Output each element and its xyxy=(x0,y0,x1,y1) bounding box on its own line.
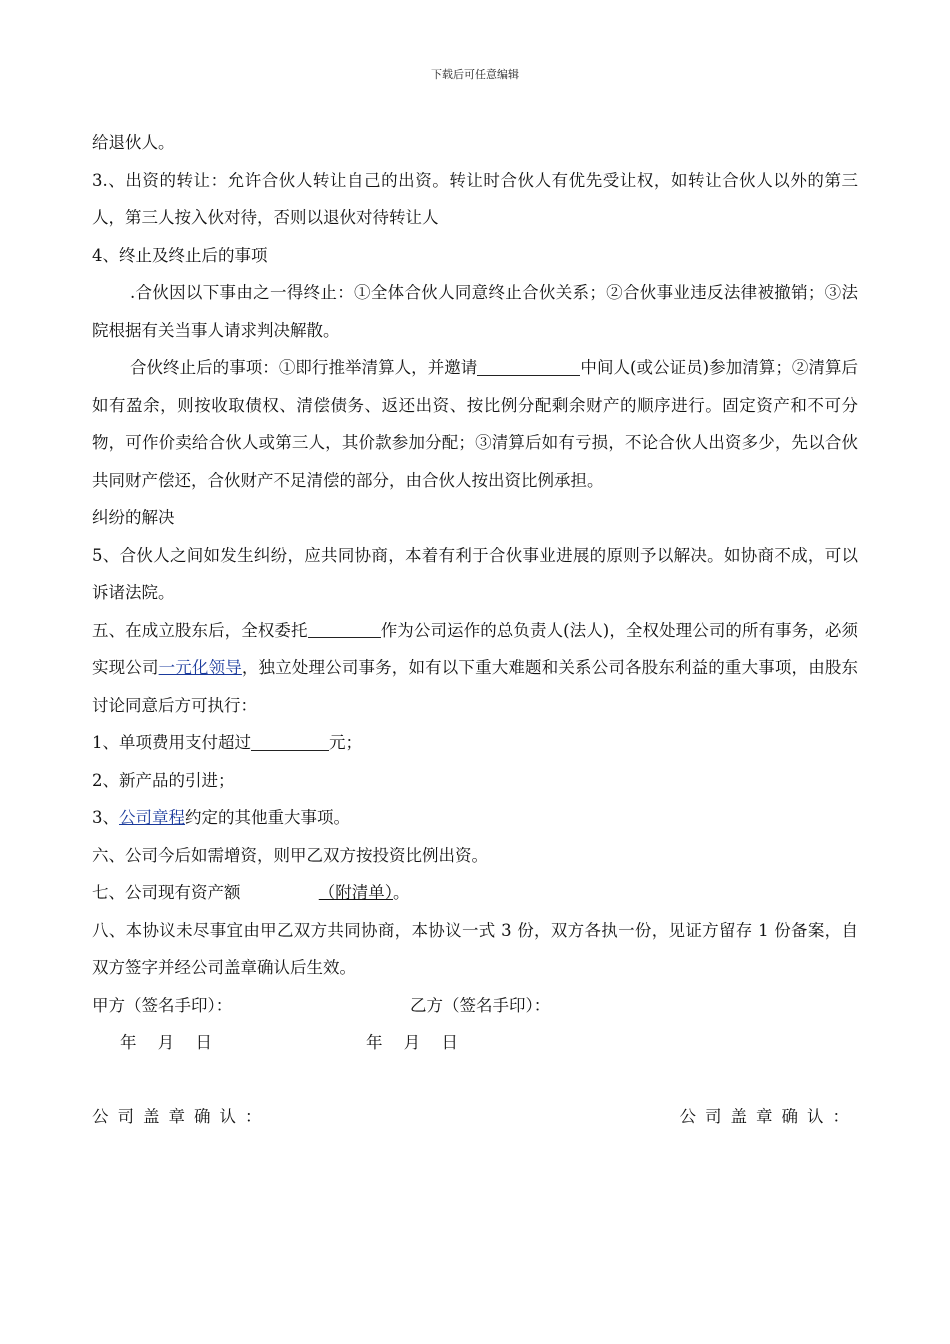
date-row xyxy=(92,1024,858,1061)
text-expense-a: 1、单项费用支付超过 xyxy=(92,733,251,752)
blank-line-intermediary[interactable] xyxy=(477,358,580,376)
paragraph-seven xyxy=(92,874,858,912)
page-header: 下载后可任意编辑 xyxy=(431,68,519,81)
paragraph-dispute: 5、合伙人之间如发生纠纷，应共同协商，本着有利于合伙事业进展的原则予以解决。如协商不成，可以诉诸法院。 xyxy=(92,545,858,602)
party-a-signature-label: 甲方（签名手印）： xyxy=(92,995,233,1015)
party-b-date: 年 月 日 xyxy=(366,1032,466,1052)
blank-line-assets[interactable] xyxy=(246,884,319,901)
blank-line-amount[interactable] xyxy=(251,733,329,751)
link-unified-leadership[interactable]: 一元化领导 xyxy=(158,658,242,677)
text-articles-a: 3、 xyxy=(92,808,119,827)
paragraph-after-termination xyxy=(92,349,858,499)
text-seven-b: 。 xyxy=(393,883,410,902)
text-after-termination-b: 中间人(或公证员)参加清算；②清算后如有盈余，则按收取债权、清偿债务、返还出资、按比例分配剩余财产的顺序进行。固定资产和不可分物，可作价卖给合伙人或第三人，其价款参加分配；③清算后如有亏损，不论合伙人出资多少，先以合伙共同财产偿还，合伙财产不足清偿的部分，由合伙人按出资比例承担。 xyxy=(92,358,859,490)
blank-line-delegate[interactable] xyxy=(308,620,381,638)
paragraph-termination-causes: .合伙因以下事由之一得终止：①全体合伙人同意终止合伙关系；②合伙事业违反法律被撤销；③法院根据有关当事人请求判决解散。 xyxy=(92,283,858,340)
paragraph-eight: 八、本协议未尽事宜由甲乙双方共同协商，本协议一式 3 份，双方各执一份，见证方留存 1 份备案，自双方签字并经公司盖章确认后生效。 xyxy=(92,920,858,977)
party-a-date: 年 月 日 xyxy=(120,1032,220,1052)
section-dispute-heading: 纠纷的解决 xyxy=(92,508,175,527)
paragraph-1: 给退伙人。 xyxy=(92,133,175,152)
link-articles-of-association[interactable]: 公司章程 xyxy=(119,808,185,827)
underlined-assets-list xyxy=(246,883,393,902)
text-five-a: 五、在成立股东后，全权委托 xyxy=(92,620,308,640)
paragraph-capital-transfer: 3.、出资的转让：允许合伙人转让自己的出资。转让时合伙人有优先受让权，如转让合伙人以外的第三人，第三人按入伙对待，否则以退伙对待转让人 xyxy=(92,170,858,227)
signature-row xyxy=(92,987,858,1024)
paragraph-five xyxy=(92,612,858,725)
text-attached-list: （附清单） xyxy=(318,883,393,902)
item-articles xyxy=(92,799,858,837)
paragraph-six: 六、公司今后如需增资，则甲乙双方按投资比例出资。 xyxy=(92,845,488,865)
item-expense-limit xyxy=(92,724,858,762)
text-five-b: 作为公司运作的总负责人(法人)，全权处理公司的所有事务，必须实现公司 xyxy=(92,620,859,677)
text-expense-b: 元； xyxy=(329,733,362,752)
text-five-c: ，独立处理公司事务，如有以下重大难题和关系公司各股东利益的重大事项，由股东讨论同意后方可执行： xyxy=(92,658,859,715)
item-new-products: 2、新产品的引进； xyxy=(92,770,235,790)
document-body xyxy=(92,124,858,1135)
section-termination-heading: 4、终止及终止后的事项 xyxy=(92,245,268,265)
text-seven-a: 七、公司现有资产额 xyxy=(92,883,241,902)
party-b-signature-label: 乙方（签名手印）： xyxy=(410,995,551,1015)
text-after-termination-a: 合伙终止后的事项：①即行推举清算人，并邀请 xyxy=(129,358,478,377)
text-articles-b: 约定的其他重大事项。 xyxy=(185,808,350,827)
company-seal-right: 公司盖章确认： xyxy=(679,1106,858,1126)
seal-row xyxy=(92,1098,858,1135)
company-seal-left: 公司盖章确认： xyxy=(92,1106,271,1126)
